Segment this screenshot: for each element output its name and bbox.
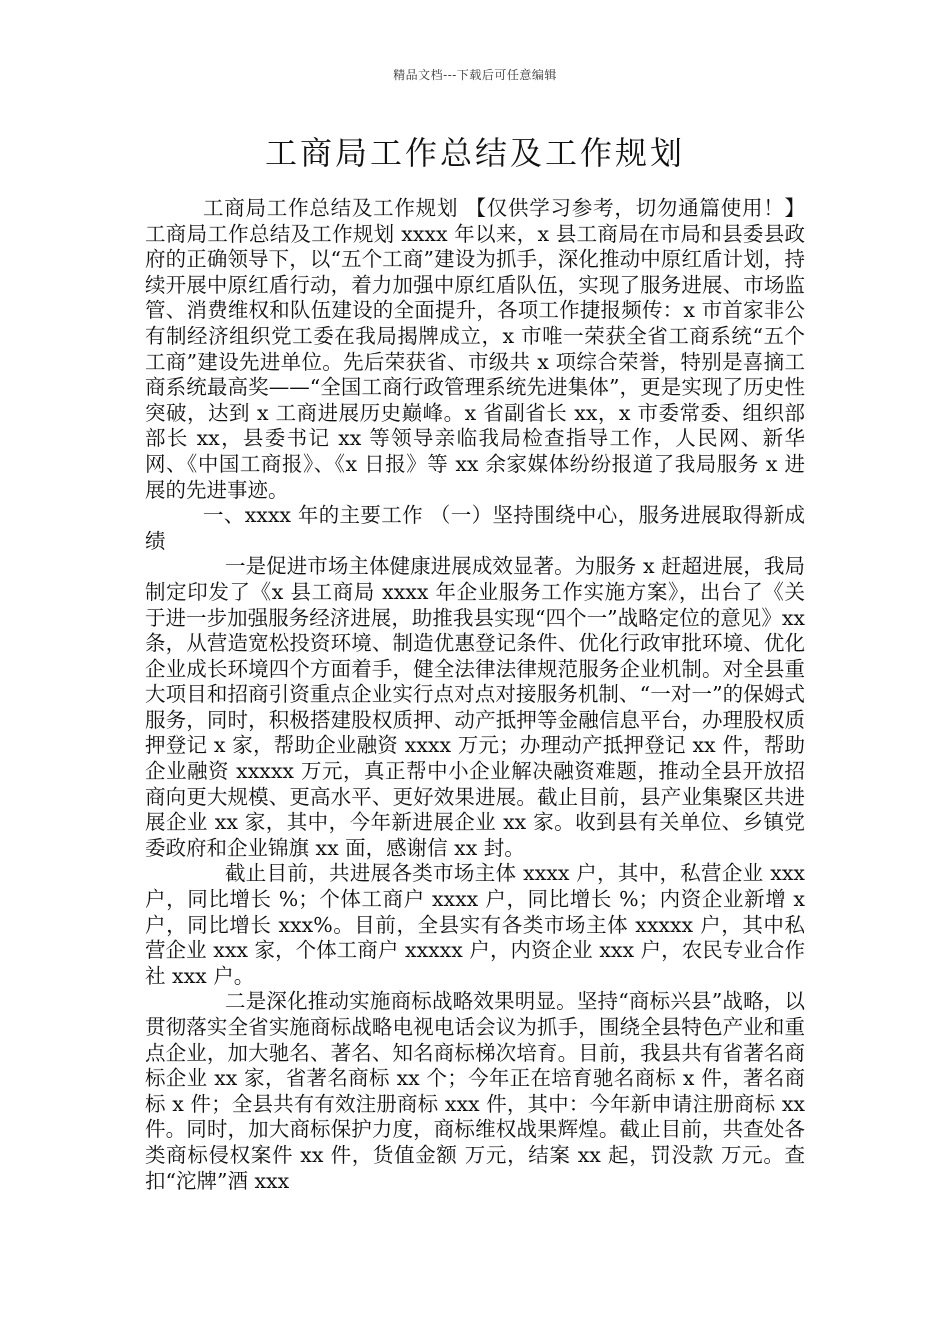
paragraph-trademark-strategy: 二是深化推动实施商标战略效果明显。坚持“商标兴县”战略，以贯彻落实全省实施商标战略电视电话会议为抓手，围绕全县特色产业和重点企业，加大驰名、著名、知名商标梯次培育。目前，我县共有省著名商标企业 xx 家，省著名商标 xx 个；今年正在培育驰名商标 x 件，著名商标 x 件；全县共有有效注册商标 xxx 件，其中：今年新申请注册商标 xx 件。同时，加大商标保护力度，商标维权战果辉煌。截止目前，共查处各类商标侵权案件 xx 件，货值金额 万元，结案 xx 起，罚没款 万元。查扣“沱牌”酒 xxx bbox=[145, 989, 805, 1193]
page-header-note: 精品文档---下载后可任意编辑 bbox=[393, 68, 557, 82]
section-heading-main-work: 一、xxxx 年的主要工作 （一）坚持围绕中心，服务进展取得新成绩 bbox=[145, 503, 805, 553]
document-body bbox=[145, 196, 805, 1194]
paragraph-statistics: 截止目前，共进展各类市场主体 xxxx 户，其中，私营企业 xxx 户，同比增长 %；个体工商户 xxxx 户，同比增长 %；内资企业新增 x 户，同比增长 xxx%。目前，全县实有各类市场主体 xxxxx 户，其中私营企业 xxx 家，个体工商户 xxxxx 户，内资企业 xxx 户，农民专业合作社 xxx 户。 bbox=[145, 861, 805, 988]
paragraph-intro: 工商局工作总结及工作规划 【仅供学习参考，切勿通篇使用！】 工商局工作总结及工作规划 xxxx 年以来，x 县工商局在市局和县委县政府的正确领导下，以“五个工商”建设为抓手，深化推动中原红盾计划，持续开展中原红盾行动，着力加强中原红盾队伍，实现了服务进展、市场监管、消费维权和队伍建设的全面提升，各项工作捷报频传：x 市首家非公有制经济组织党工委在我局揭牌成立，x 市唯一荣获全省工商系统“五个工商”建设先进单位。先后荣获省、市级共 x 项综合荣誉，特别是喜摘工商系统最高奖——“全国工商行政管理系统先进集体”，更是实现了历史性突破，达到 x 工商进展历史巅峰。x 省副省长 xx，x 市委常委、组织部部长 xx，县委书记 xx 等领导亲临我局检查指导工作，人民网、新华网、《中国工商报》、《x 日报》等 xx 余家媒体纷纷报道了我局服务 x 进展的先进事迹。 bbox=[145, 196, 805, 502]
document-title: 工商局工作总结及工作规划 bbox=[264, 134, 685, 172]
paragraph-market-entities: 一是促进市场主体健康进展成效显著。为服务 x 赶超进展，我局制定印发了《x 县工商局 xxxx 年企业服务工作实施方案》，出台了《关于进一步加强服务经济进展，助推我县实现“四个一”战略定位的意见》xx 条，从营造宽松投资环境、制造优惠登记条件、优化行政审批环境、优化企业成长环境四个方面着手，健全法律法律规范服务企业机制。对全县重大项目和招商引资重点企业实行点对点对接服务机制、“一对一”的保姆式服务，同时，积极搭建股权质押、动产抵押等金融信息平台，办理股权质押登记 x 家，帮助企业融资 xxxx 万元；办理动产抵押登记 xx 件，帮助企业融资 xxxxx 万元，真正帮中小企业解决融资难题，推动全县开放招商向更大规模、更高水平、更好效果进展。截止目前，县产业集聚区共进展企业 xx 家，其中，今年新进展企业 xx 家。收到县有关单位、乡镇党委政府和企业锦旗 xx 面，感谢信 xx 封。 bbox=[145, 554, 805, 860]
